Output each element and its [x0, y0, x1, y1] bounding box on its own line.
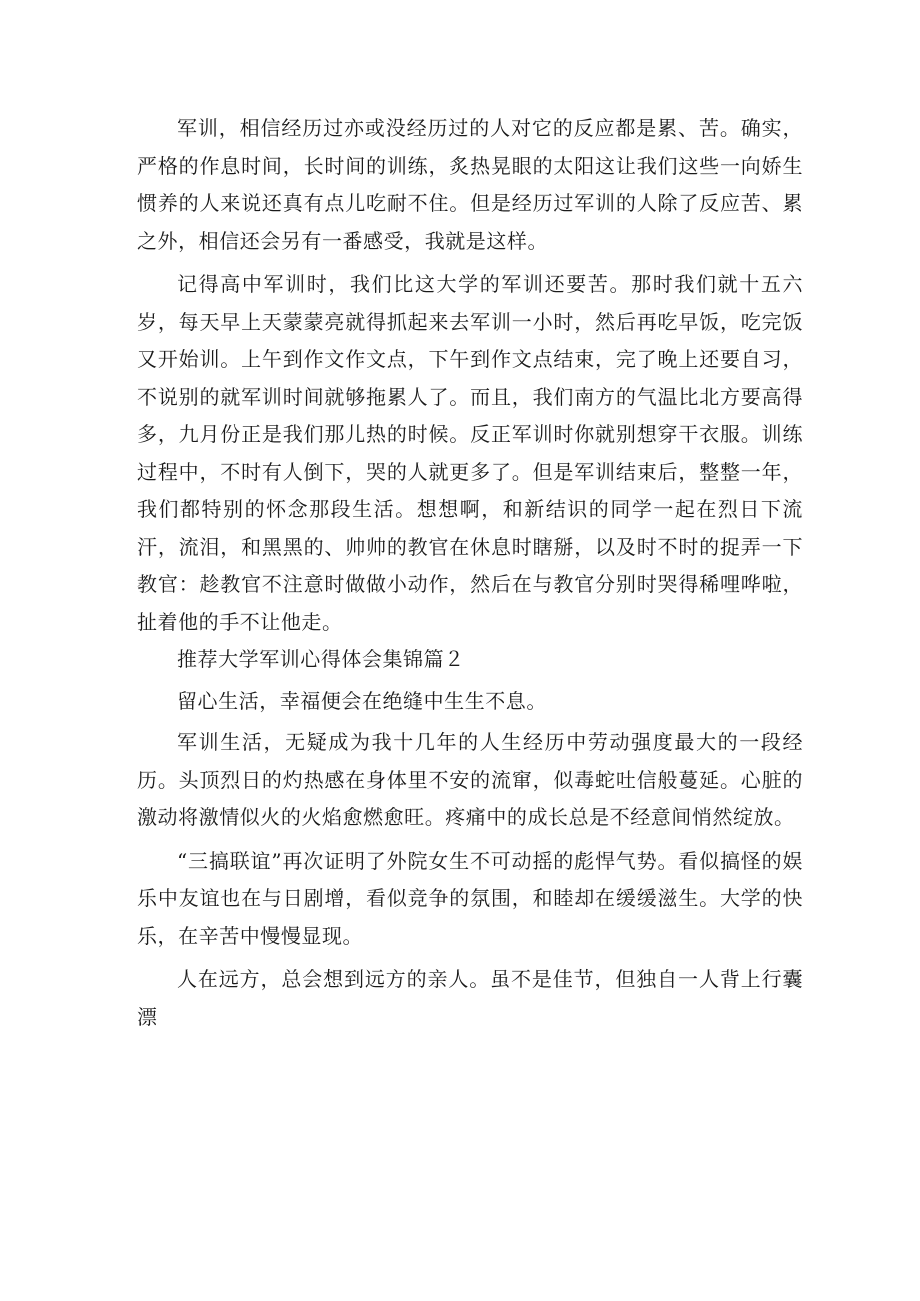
paragraph-4: 军训生活，无疑成为我十几年的人生经历中劳动强度最大的一段经历。头顶烈日的灼热感在身体里不安的流窜，似毒蛇吐信般蔓延。心脏的激动将激情似火的火焰愈燃愈旺。疼痛中的成长总是不经意间悄然绽放。: [137, 730, 803, 829]
paragraph-3: 留心生活，幸福便会在绝缝中生生不息。: [177, 688, 547, 713]
paragraph-5: “三搞联谊”再次证明了外院女生不可动摇的彪悍气势。看似搞怪的娱乐中友谊也在与日剧增，看似竞争的氛围，和睦却在缓缓滋生。大学的快乐，在辛苦中慢慢显现。: [137, 848, 803, 948]
paragraph-6: 人在远方，总会想到远方的亲人。虽不是佳节，但独自一人背上行囊漂: [137, 967, 803, 1029]
document-body: [137, 110, 803, 1036]
paragraph-1: 军训，相信经历过亦或没经历过的人对它的反应都是累、苦。确实，严格的作息时间，长时间的训练，炙热晃眼的太阳这让我们这些一向娇生惯养的人来说还真有点儿吃耐不住。但是经历过军训的人除了反应苦、累之外，相信还会另有一番感受，我就是这样。: [137, 116, 803, 253]
section-heading: 推荐大学军训心得体会集锦篇２: [177, 647, 465, 671]
paragraph-2: 记得高中军训时，我们比这大学的军训还要苦。那时我们就十五六岁，每天早上天蒙蒙亮就得抓起来去军训一小时，然后再吃早饭，吃完饭又开始训。上午到作文作文点，下午到作文点结束，完了晚上还要自习，不说别的就军训时间就够拖累人了。而且，我们南方的气温比北方要高得多，九月份正是我们那儿热的时候。反正军训时你就别想穿干衣服。训练过程中，不时有人倒下，哭的人就更多了。但是军训结束后，整整一年，我们都特别的怀念那段生活。想想啊，和新结识的同学一起在烈日下流汗，流泪，和黑黑的、帅帅的教官在休息时瞎掰，以及时不时的捉弄一下教官：趁教官不注意时做做小动作，然后在与教官分别时哭得稀哩哗啦，扯着他的手不让他走。: [137, 272, 803, 634]
